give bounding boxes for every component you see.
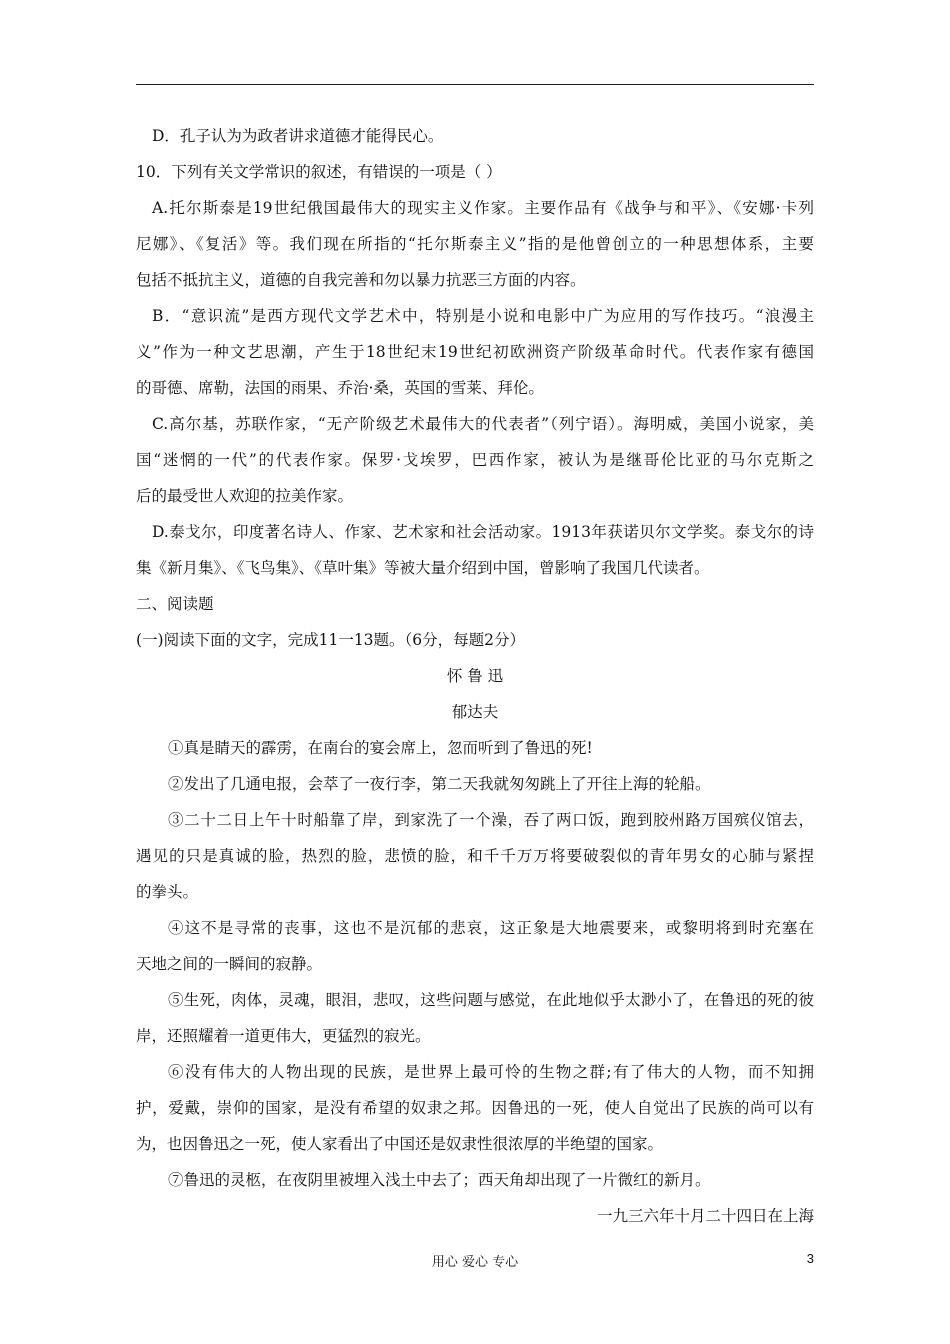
option-c-line-3: 后的最受世人欢迎的拉美作家。 [136,487,354,505]
paragraph-3-line-3: 的拳头。 [136,883,199,901]
option-d-line-2: 集《新月集》、《飞鸟集》、《草叶集》等被大量介绍到中国，曾影响了我国几代读者。 [136,559,710,577]
paragraph-6-line-1: ⑥没有伟大的人物出现的民族，是世界上最可怜的生物之群;有了伟大的人物，而不知拥 [168,1063,814,1081]
paragraph-3-line-1: ③二十二日上午十时船靠了岸，到家洗了一个澡，吞了两口饭，跑到胶州路万国殡仪馆去， [168,811,814,829]
paragraph-4-line-2: 天地之间的一瞬间的寂静。 [136,955,323,973]
paragraph-6-line-3: 为，也因鲁迅之一死，使人家看出了中国还是奴隶性很浓厚的半绝望的国家。 [136,1135,664,1153]
paragraph-5-line-1: ⑤生死，肉体，灵魂，眼泪，悲叹，这些问题与感觉，在此地似乎太渺小了，在鲁迅的死的彼 [168,991,814,1009]
paragraph-7: ⑦鲁迅的灵柩，在夜阴里被埋入浅土中去了；西天角却出现了一片微红的新月。 [168,1171,711,1189]
paragraph-5-line-2: 岸，还照耀着一道更伟大，更猛烈的寂光。 [136,1027,431,1045]
option-b-line-3: 的哥德、席勒，法国的雨果、乔治·桑，英国的雪莱、拜伦。 [136,379,544,397]
question-10-stem: 10．下列有关文学常识的叙述，有错误的一项是（ ） [136,163,502,181]
option-d-confucius: D．孔子认为为政者讲求道德才能得民心。 [152,127,444,145]
page-number: 3 [806,1251,814,1266]
section-heading-reading: 二、阅读题 [136,595,214,613]
paragraph-6-line-2: 护，爱戴，崇仰的国家，是没有希望的奴隶之邦。因鲁迅的一死，使人自觉出了民族的尚可以有 [136,1099,814,1117]
page-body [136,118,814,1234]
option-a-line-1: A.托尔斯泰是19世纪俄国最伟大的现实主义作家。主要作品有《战争与和平》、《安娜·卡列 [152,199,814,217]
option-b-line-2: 义”作为一种文艺思潮，产生于18世纪末19世纪初欧洲资产阶级革命时代。代表作家有德国 [136,343,814,361]
passage-dateline: 一九三六年十月二十四日在上海 [596,1207,814,1225]
option-c-line-2: 国“迷惘的一代”的代表作家。保罗·戈埃罗，巴西作家，被认为是继哥伦比亚的马尔克斯之 [136,451,814,469]
option-c-line-1: C.高尔基，苏联作家，“无产阶级艺术最伟大的代表者”（列宁语）。海明威，美国小说家，美 [152,415,814,433]
paragraph-2: ②发出了几通电报，会萃了一夜行李，第二天我就匆匆跳上了开往上海的轮船。 [168,775,711,793]
passage-title: 怀 鲁 迅 [446,667,504,685]
option-d-line-1: D.泰戈尔，印度著名诗人、作家、艺术家和社会活动家。1913年获诺贝尔文学奖。泰戈尔的诗 [152,523,814,541]
paragraph-3-line-2: 遇见的只是真诚的脸，热烈的脸，悲愤的脸，和千千万万将要破裂似的青年男女的心肺与紧捏 [136,847,814,865]
header-rule [136,84,814,85]
reading-instructions: (一)阅读下面的文字，完成11一13题。（6分，每题2分） [136,631,526,649]
option-b-line-1: B．“意识流”是西方现代文学艺术中，特别是小说和电影中广为应用的写作技巧。“浪漫主 [152,307,814,325]
paragraph-4-line-1: ④这不是寻常的丧事，这也不是沉郁的悲哀，这正象是大地震要来，或黎明将到时充塞在 [168,919,814,937]
option-a-line-3: 包括不抵抗主义，道德的自我完善和勿以暴力抗恶三方面的内容。 [136,271,586,289]
paragraph-1: ①真是睛天的霹雳，在南台的宴会席上，忽而听到了鲁迅的死! [168,739,593,757]
passage-author: 郁达夫 [451,703,499,721]
option-a-line-2: 尼娜》、《复活》等。我们现在所指的“托尔斯泰主义”指的是他曾创立的一种思想体系，主要 [136,235,814,253]
footer-motto: 用心 爱心 专心 [431,1255,519,1270]
